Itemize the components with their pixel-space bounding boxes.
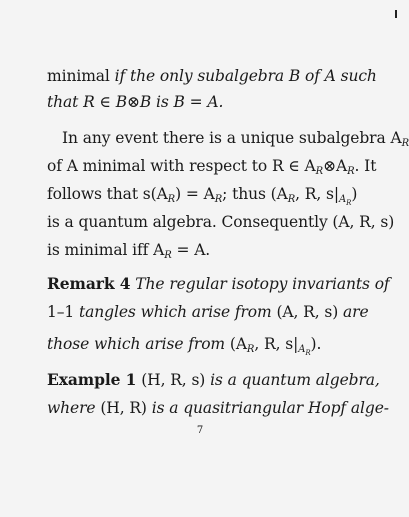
subscript-part: A xyxy=(298,344,306,355)
subscript-part: A xyxy=(339,194,347,205)
subscript: R xyxy=(287,194,296,205)
text-line-10 xyxy=(47,334,367,357)
text: , R, s| xyxy=(295,185,340,203)
text: , R, s| xyxy=(254,335,299,353)
text: (A, R, s) xyxy=(276,303,339,321)
text: ; thus (A xyxy=(222,185,288,203)
subscript: R xyxy=(214,194,223,205)
text: ) xyxy=(351,185,358,203)
text-line-3 xyxy=(62,128,409,149)
text-line-1 xyxy=(47,66,377,86)
text-line-8 xyxy=(47,274,390,294)
text: In any event there is a unique subalgebra A xyxy=(62,129,402,147)
text-line-2: that R ∈ B⊗B is B = A. xyxy=(47,93,224,111)
text-line-6: is a quantum algebra. Consequently (A, R, s) xyxy=(47,213,395,231)
text: 1–1 xyxy=(47,303,75,321)
sub-subscript: R xyxy=(346,199,352,207)
text: (H, R, s) xyxy=(136,371,206,389)
text: . It xyxy=(354,157,377,175)
subscript: R xyxy=(246,344,255,355)
text: ) = A xyxy=(175,185,215,203)
text: (A xyxy=(229,335,247,353)
subscript: R xyxy=(401,138,409,149)
italic-text: where xyxy=(47,399,101,417)
text-line-5 xyxy=(47,184,367,207)
subscript: R xyxy=(167,194,176,205)
text-line-9 xyxy=(47,302,367,322)
italic-text: The regular isotopy invariants of xyxy=(130,275,390,293)
italic-text: are xyxy=(338,303,369,321)
text-line-12 xyxy=(47,398,389,418)
italic-text: is a quasitriangular Hopf alge- xyxy=(146,399,389,417)
subscript xyxy=(298,344,310,355)
italic-text: is a quantum algebra, xyxy=(205,371,380,389)
example-heading: Example 1 xyxy=(47,370,137,389)
remark-heading: Remark 4 xyxy=(47,274,131,293)
subscript: R xyxy=(164,250,172,261)
page-number: 7 xyxy=(196,425,204,436)
text: = A. xyxy=(171,241,211,259)
text: minimal xyxy=(47,67,110,85)
italic-text: those which arise from xyxy=(47,335,230,353)
text-line-7 xyxy=(47,240,367,260)
text-line-4 xyxy=(47,156,377,177)
text: of A minimal with respect to R ∈ A xyxy=(47,157,316,175)
text: ⊗A xyxy=(323,157,348,175)
text: (H, R) xyxy=(100,399,147,417)
text: ). xyxy=(310,335,322,353)
italic-text: if the only subalgebra B of A such xyxy=(114,67,377,85)
text-line-11 xyxy=(47,370,380,390)
scan-edge-mark xyxy=(395,10,397,18)
text: is minimal iff A xyxy=(47,241,165,259)
sub-subscript: R xyxy=(305,349,311,357)
subscript: R xyxy=(315,166,324,177)
text: follows that s(A xyxy=(47,185,168,203)
subscript xyxy=(339,194,351,205)
italic-text: tangles which arise from xyxy=(74,303,277,321)
subscript: R xyxy=(347,166,355,177)
